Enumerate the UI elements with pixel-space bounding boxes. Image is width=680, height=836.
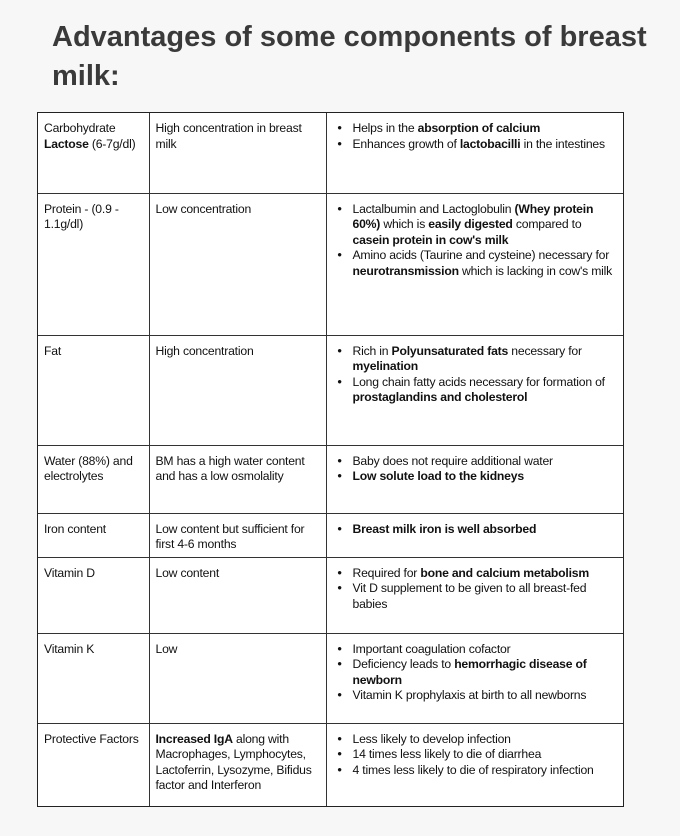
advantages-list [333, 566, 618, 613]
table-body [38, 113, 623, 806]
bold-text-run: bone and calcium metabolism [420, 565, 590, 580]
text-run: Amino acids (Taurine and cysteine) necessary for [352, 248, 610, 263]
advantage-item [353, 375, 618, 406]
property-cell [149, 513, 326, 557]
advantage-item [353, 732, 618, 748]
text-run: Iron content [44, 521, 106, 536]
advantages-list [333, 202, 618, 280]
property-cell [149, 723, 326, 806]
text-run: (6-7g/dl) [88, 136, 136, 151]
text-run: which is [380, 217, 429, 232]
text-run: Less likely to develop infection [352, 731, 511, 746]
component-cell [38, 633, 149, 723]
bold-text-run: (Whey protein 60%) [352, 201, 594, 232]
advantage-item [353, 121, 618, 137]
text-run: High concentration [155, 343, 254, 358]
text-run: Low [155, 641, 178, 656]
text-run: Low concentration [155, 201, 252, 216]
advantage-item [353, 581, 618, 612]
text-run: necessary for [508, 343, 582, 358]
text-run: Carbohydrate [44, 121, 116, 135]
table-row [38, 633, 623, 723]
text-run: Vitamin K [44, 641, 95, 656]
table-row [38, 335, 623, 445]
component-cell [38, 513, 149, 557]
property-cell [149, 113, 326, 193]
advantages-list [333, 522, 618, 538]
bold-text-run: Polyunsaturated fats [391, 343, 509, 358]
bold-text-run: lactobacilli [459, 136, 521, 151]
advantages-cell [326, 113, 623, 193]
bold-text-run: easily digested [428, 217, 513, 232]
table-row [38, 723, 623, 806]
text-run: Important coagulation cofactor [352, 641, 511, 656]
advantage-item [353, 642, 618, 658]
components-table-container [37, 112, 624, 807]
text-run: 14 times less likely to die of diarrhea [352, 747, 542, 762]
advantages-list [333, 732, 618, 779]
table-row [38, 557, 623, 633]
text-run: Fat [44, 343, 62, 358]
advantage-item [353, 522, 618, 538]
text-run: Baby does not require additional water [352, 453, 553, 468]
text-run: Required for [352, 565, 421, 580]
bold-text-run: prostaglandins and cholesterol [352, 390, 528, 405]
advantages-cell [326, 557, 623, 633]
advantage-item [353, 202, 618, 249]
text-run: Water (88%) and electrolytes [44, 453, 133, 484]
bold-text-run: Breast milk iron is well absorbed [352, 521, 537, 536]
text-run: BM has a high water content and has a low osmolality [155, 453, 305, 484]
text-run: Long chain fatty acids necessary for formation of [352, 374, 605, 389]
advantages-cell [326, 335, 623, 445]
bold-text-run: myelination [352, 359, 419, 374]
bold-text-run: Low solute load to the kidneys [352, 469, 524, 484]
bold-text-run: hemorrhagic disease of newborn [352, 657, 587, 687]
text-run: Rich in [352, 343, 392, 358]
property-cell [149, 193, 326, 335]
text-run: Lactalbumin and Lactoglobulin [352, 201, 515, 216]
text-run: along with Macrophages, Lymphocytes, Lactoferrin, Lysozyme, Bifidus factor and Interferon [155, 731, 312, 793]
text-run: Protein - (0.9 - 1.1g/dl) [44, 201, 119, 232]
text-run: Vit D supplement to be given to all breast-fed babies [352, 581, 587, 611]
property-cell [149, 335, 326, 445]
bold-text-run: neurotransmission [352, 263, 459, 278]
component-cell [38, 557, 149, 633]
advantages-cell [326, 633, 623, 723]
table-row [38, 513, 623, 557]
advantages-cell [326, 445, 623, 513]
text-run: Vitamin D [44, 565, 95, 580]
text-run: in the intestines [520, 136, 605, 151]
component-cell [38, 113, 149, 193]
text-run: Vitamin K prophylaxis at birth to all newborns [352, 688, 587, 703]
advantages-cell [326, 193, 623, 335]
advantages-list [333, 121, 618, 152]
advantage-item [353, 469, 618, 485]
text-run: Low content [155, 565, 220, 580]
text-run: 4 times less likely to die of respiratory infection [352, 762, 594, 777]
text-run: High concentration in breast milk [155, 121, 302, 151]
components-table [38, 113, 623, 806]
bold-text-run: casein protein in cow's milk [352, 232, 509, 247]
component-cell [38, 445, 149, 513]
advantages-cell [326, 723, 623, 806]
text-run: compared to [512, 217, 582, 232]
advantages-list [333, 454, 618, 485]
text-run: Protective Factors [44, 731, 139, 746]
text-run: Helps in the [352, 121, 418, 135]
property-cell [149, 557, 326, 633]
advantage-item [353, 344, 618, 375]
advantages-list [333, 642, 618, 704]
bold-text-run: Lactose [44, 136, 89, 151]
advantage-item [353, 763, 618, 779]
advantage-item [353, 137, 618, 153]
advantages-cell [326, 513, 623, 557]
page-title: Advantages of some components of breast milk: [52, 21, 647, 92]
advantage-item [353, 248, 618, 279]
component-cell [38, 335, 149, 445]
advantage-item [353, 657, 618, 688]
component-cell [38, 723, 149, 806]
table-row [38, 113, 623, 193]
property-cell [149, 633, 326, 723]
text-run: Low content but sufficient for first 4-6 months [155, 521, 305, 552]
advantage-item [353, 454, 618, 470]
bold-text-run: Increased IgA [155, 731, 233, 746]
component-cell [38, 193, 149, 335]
advantage-item [353, 747, 618, 763]
property-cell [149, 445, 326, 513]
text-run: which is lacking in cow's milk [458, 263, 613, 278]
advantage-item [353, 566, 618, 582]
table-row [38, 193, 623, 335]
text-run: Enhances growth of [352, 136, 460, 151]
text-run: Deficiency leads to [352, 657, 455, 672]
bold-text-run: absorption of calcium [417, 121, 541, 135]
advantage-item [353, 688, 618, 704]
table-row [38, 445, 623, 513]
advantages-list [333, 344, 618, 406]
